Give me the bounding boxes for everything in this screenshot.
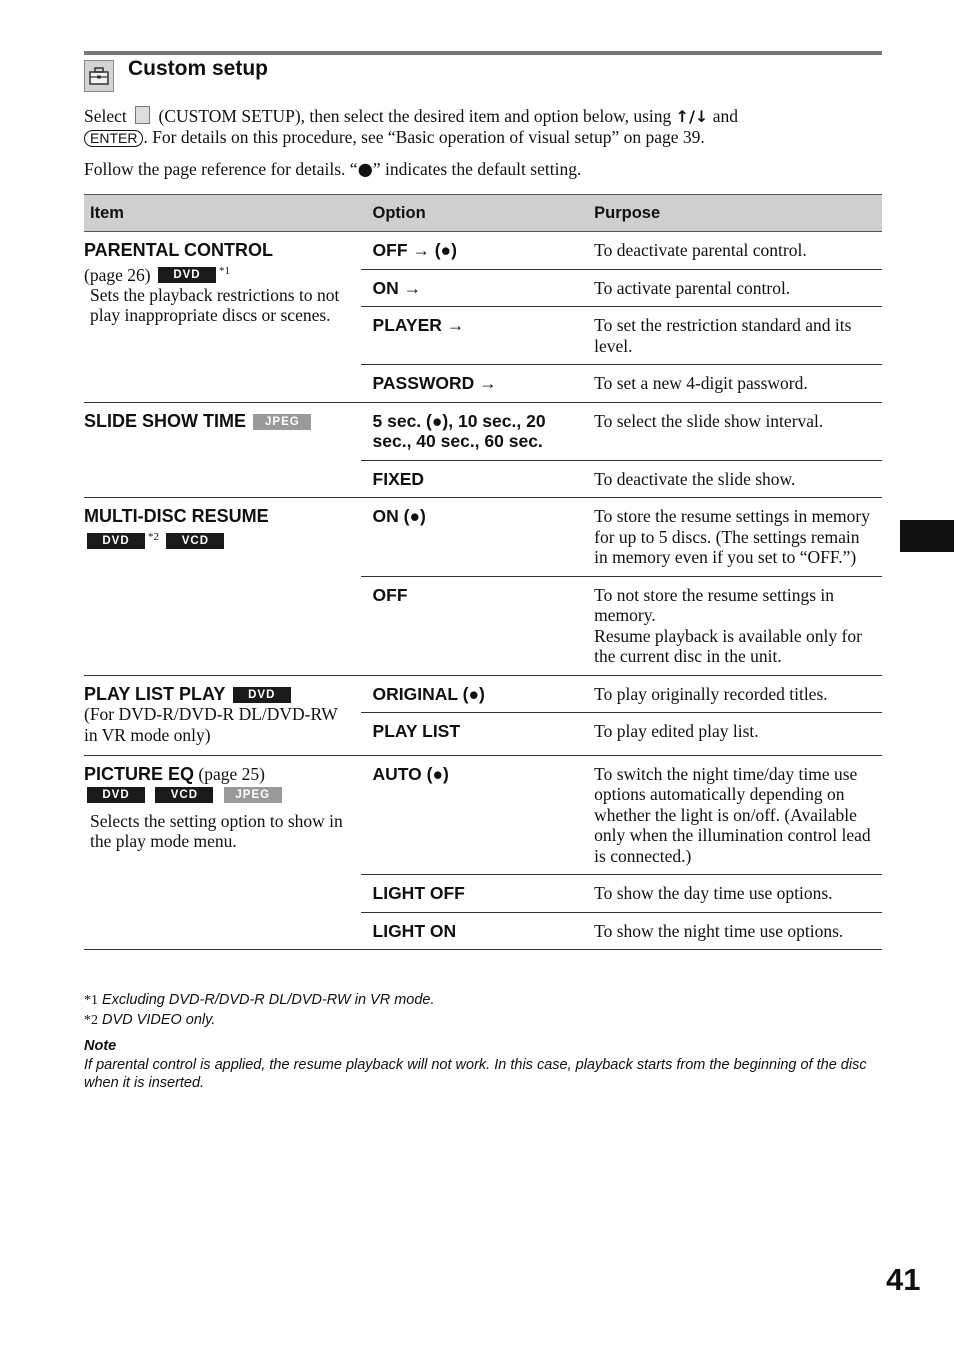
jpeg-badge: JPEG [253,414,311,430]
item-parental-control: PARENTAL CONTROL (page 26) DVD $^{*1}$ Sets the playback restrictions to not play inappropriate discs or scenes. [84,232,361,403]
purpose-cell: To store the resume settings in memory for up to 5 discs. (The settings remain in memory even if you set to “OFF.”) [580,498,882,577]
item-play-list-play: PLAY LIST PLAY DVD (For DVD-R/DVD-R DL/DVD-RW in VR mode only) [84,675,361,755]
purpose-cell: To play originally recorded titles. [580,675,882,713]
option-cell: AUTO (●) [361,755,581,875]
purpose-cell: To select the slide show interval. [580,402,882,460]
dvd-badge: DVD [233,687,291,703]
option-cell: PLAY LIST [361,713,581,756]
option-cell: LIGHT OFF [361,875,581,913]
option-cell: OFF → (●) [361,232,581,270]
option-cell: PASSWORD → [361,365,581,403]
custom-setup-icon [135,106,150,124]
option-cell: FIXED [361,460,581,498]
note-heading: Note [84,1038,117,1054]
purpose-cell: To deactivate parental control. [580,232,882,270]
option-cell: PLAYER → [361,307,581,365]
table-row [84,232,882,270]
jpeg-badge: JPEG [224,787,282,803]
option-cell: LIGHT ON [361,912,581,950]
option-cell: ORIGINAL (●) [361,675,581,713]
vcd-badge: VCD [155,787,213,803]
purpose-cell: To play edited play list. [580,713,882,756]
dvd-badge: DVD [158,267,216,283]
footnote-2: *2 DVD VIDEO only. [84,1012,216,1028]
purpose-cell: To not store the resume settings in memory. Resume playback is available only for the current disc in the unit. [580,576,882,675]
note-text: If parental control is applied, the resume playback will not work. In this case, playback starts from the beginning of the disc when it is inserted. [84,1057,867,1091]
table-row [84,755,882,875]
option-cell: 5 sec. (●), 10 sec., 20 sec., 40 sec., 60 sec. [361,402,581,460]
dvd-badge: DVD [87,787,145,803]
purpose-cell: To set the restriction standard and its level. [580,307,882,365]
dvd-badge: DVD [87,533,145,549]
custom-setup-table [84,194,882,950]
header-option: Option [361,195,581,232]
purpose-cell: To switch the night time/day time use options automatically depending on whether the light is on/off. (Available only when the illumination control lead is connected.) [580,755,882,875]
section-top-rule [84,51,882,55]
up-down-arrow-icon: ↑/↓ [675,107,709,126]
section-title: Custom setup [128,57,269,80]
vcd-badge: VCD [166,533,224,549]
option-cell: ON (●) [361,498,581,577]
table-header-row [84,195,882,232]
table-row [84,498,882,577]
header-purpose: Purpose [580,195,882,232]
enter-key-icon: ENTER [84,130,143,147]
purpose-cell: To show the day time use options. [580,875,882,913]
table-row [84,675,882,713]
item-picture-eq: PICTURE EQ (page 25) DVD VCD JPEG Selects the setting option to show in the play mode menu. [84,755,361,950]
toolbox-icon [84,60,114,92]
table-row [84,402,882,460]
section-edge-tab [900,520,954,552]
intro-paragraph: Select (CUSTOM SETUP), then select the desired item and option below, using ↑/↓ and ENTER . For details on this procedure, see “Basic operation of visual setup” on page 39. [84,106,738,147]
purpose-cell: To deactivate the slide show. [580,460,882,498]
item-slide-show-time: SLIDE SHOW TIME JPEG [84,402,361,498]
item-multi-disc-resume: MULTI-DISC RESUME DVD $^{*2}$ VCD [84,498,361,676]
header-item: Item [84,195,361,232]
option-cell: OFF [361,576,581,675]
page-number: 41 [886,1262,921,1297]
default-dot-icon: ● [357,160,373,180]
option-cell: ON → [361,269,581,307]
footnote-1: *1 Excluding DVD-R/DVD-R DL/DVD-RW in VR mode. [84,992,435,1008]
purpose-cell: To activate parental control. [580,269,882,307]
purpose-cell: To set a new 4-digit password. [580,365,882,403]
purpose-cell: To show the night time use options. [580,912,882,950]
default-setting-note: Follow the page reference for details. “●” indicates the default setting. [84,159,582,180]
